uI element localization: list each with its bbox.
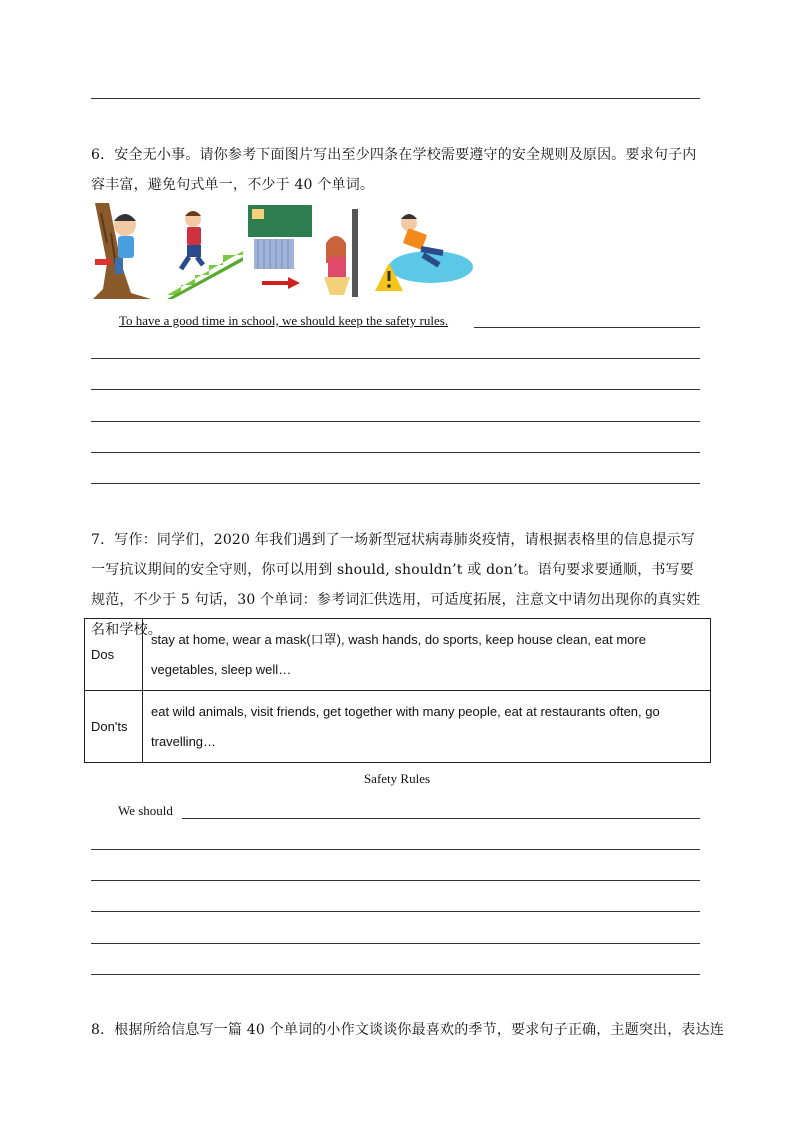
- answer-line[interactable]: [91, 880, 700, 881]
- question-7-lead-line[interactable]: [182, 818, 700, 819]
- answer-line[interactable]: [91, 943, 700, 944]
- safety-pictures: [91, 203, 476, 299]
- table-row: [85, 619, 711, 691]
- question-7-lead: We should: [118, 803, 173, 818]
- dos-donts-table: [84, 618, 711, 763]
- answer-line[interactable]: [91, 483, 700, 484]
- question-7-text: 7．写作：同学们，2020 年我们遇到了一场新型冠状病毒肺炎疫情，请根据表格里的信息提示写一写抗议期间的安全守则，你可以用到 should, shouldn’t 或 don’t。语句要求要通顺，书写要规范，不少于 5 句话，30 个单词：参考词汇供选用，可适度拓展，注意文中请勿出现你的真实姓名和学校。: [91, 532, 701, 638]
- answer-line[interactable]: [91, 421, 700, 422]
- donts-label: Don'ts: [85, 691, 143, 763]
- answer-line[interactable]: [91, 358, 700, 359]
- classroom-picture: [248, 203, 368, 299]
- answer-line[interactable]: [91, 974, 700, 975]
- answer-line[interactable]: [91, 849, 700, 850]
- question-6-lead-line: [474, 327, 700, 328]
- table-row: [85, 691, 711, 763]
- wet-floor-picture: [369, 203, 475, 299]
- dos-label: Dos: [85, 619, 143, 691]
- answer-line[interactable]: [91, 389, 700, 390]
- answer-line[interactable]: [91, 452, 700, 453]
- dos-value: stay at home, wear a mask(口罩), wash hands, do sports, keep house clean, eat more vegetables, sleep well…: [143, 619, 711, 691]
- question-6-lead-sentence: To have a good time in school, we should keep the safety rules.: [119, 313, 449, 328]
- climbing-tree-picture: [91, 203, 155, 299]
- donts-value: eat wild animals, visit friends, get together with many people, eat at restaurants often, go travelling…: [143, 691, 711, 763]
- answer-line[interactable]: [91, 911, 700, 912]
- question-6-text: 6．安全无小事。请你参考下面图片写出至少四条在学校需要遵守的安全规则及原因。要求句子内容丰富，避免句式单一，不少于 40 个单词。: [91, 147, 697, 193]
- safety-rules-title: Safety Rules: [363, 771, 431, 786]
- top-answer-line: [91, 98, 700, 99]
- running-stairs-picture: [167, 203, 245, 299]
- question-8-text: 8．根据所给信息写一篇 40 个单词的小作文谈谈你最喜欢的季节，要求句子正确，主题突出，表达连: [91, 1022, 725, 1038]
